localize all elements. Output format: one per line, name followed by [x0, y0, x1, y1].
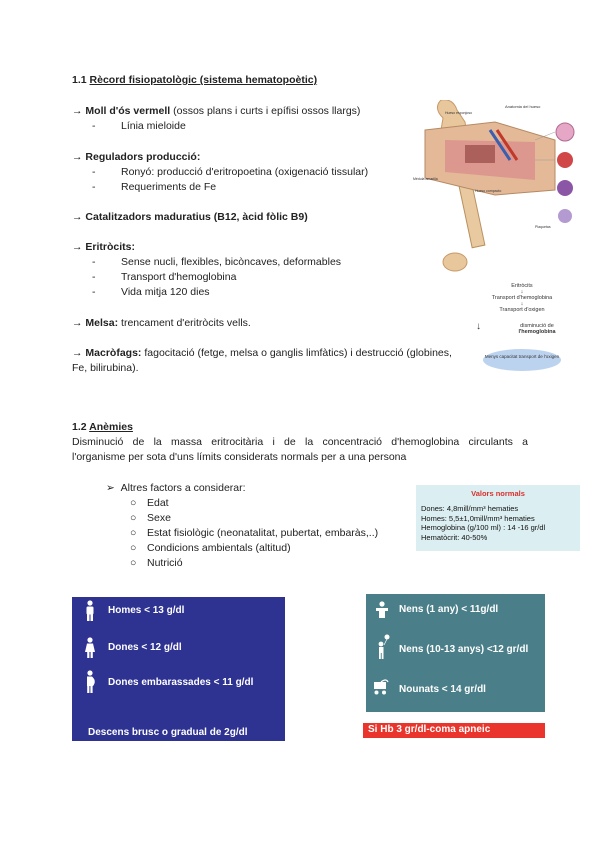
section-2-title: 1.2 Anèmies [72, 421, 133, 433]
adult-thresholds-box [72, 597, 285, 741]
flow-step: Eritròcits [511, 283, 533, 289]
child-thresholds-box [366, 594, 545, 712]
valors-line: Hematòcrit: 40-50% [421, 532, 488, 542]
item-eritrocits: → Eritròcits: [72, 241, 136, 253]
man-icon [84, 600, 96, 622]
valors-title: Valors normals [471, 489, 525, 498]
flow-step: Transport d'hemoglobina [491, 295, 553, 301]
down-arrow-icon: ↓ [520, 289, 524, 295]
threshold-children-10-13: Nens (10-13 anys) <12 gr/dl [399, 644, 529, 655]
item-catalitzadors: → Catalitzadors maduratius (B12, àcid fòlic B9) [72, 211, 308, 223]
item-reguladors: → Reguladors producció: [72, 151, 201, 163]
section-2-para-line1: Disminució de la massa eritrocitària i de la concentració d'hemoglobina circulants a [72, 436, 528, 448]
erythrocyte-flow-diagram [462, 283, 582, 371]
threshold-children-1: Nens (1 any) < 11g/dl [399, 604, 499, 615]
figure-title: Anatomia del hueso [505, 104, 541, 109]
item-melsa: → Melsa: trencament d'eritròcits vells. [72, 317, 251, 329]
valors-line: Hemoglobina (g/100 ml) : 14 -16 gr/dl [421, 523, 546, 532]
threshold-women: Dones < 12 g/dl [108, 642, 182, 653]
bone-illustration [405, 100, 580, 275]
threshold-pregnant: Dones embarassades < 11 g/dl [108, 677, 254, 688]
flow-step: Transport d'oxigen [499, 307, 545, 313]
flow-step: disminució de [520, 323, 554, 329]
factors-title: ➢ Altres factors a considerar: [106, 482, 246, 494]
valors-line: Dones: 4,8mill/mm³ hematies [421, 504, 519, 513]
threshold-men: Homes < 13 g/dl [108, 605, 185, 616]
flow-step: l'hemoglobina [518, 329, 556, 335]
svg-text:Plaquetas: Plaquetas [535, 225, 551, 229]
pregnant-woman-icon [84, 670, 98, 694]
stroller-icon [372, 678, 392, 696]
critical-warning-text: Si Hb 3 gr/dl-coma apneic [368, 724, 491, 735]
svg-text:Médula amarilla: Médula amarilla [413, 177, 438, 181]
child-balloon-icon [376, 634, 390, 660]
down-arrow-icon: ↓ [476, 321, 481, 332]
valors-line: Homes: 5,5±1,0mill/mm³ hematies [421, 513, 535, 523]
section-2-para-line2: l'organisme per sota d'uns límits considerats normals per a una persona [72, 451, 407, 463]
svg-text:Hueso esponjoso: Hueso esponjoso [445, 111, 473, 115]
woman-icon [84, 637, 96, 659]
bone-anatomy-figure [405, 100, 580, 275]
valors-normals-box [416, 485, 580, 551]
item-macrofags: → Macròfags: fagocitació (fetge, melsa o ganglis limfàtics) i destrucció (globines, [72, 347, 452, 359]
baby-icon [375, 601, 389, 619]
section-1-title: 1.1 Rècord fisiopatològic (sistema hematopoètic) [72, 74, 318, 86]
item-moll-os: → Moll d'ós vermell (ossos plans i curts i epífisi ossos llargs) [72, 105, 361, 117]
item-macrofags-cont: Fe, bilirubina). [72, 362, 139, 374]
critical-warning-bar [363, 723, 545, 738]
drop-note: Descens brusc o gradual de 2g/dl [88, 727, 248, 738]
svg-text:Hueso compacto: Hueso compacto [475, 189, 502, 193]
flow-step-oval: Menys capacitat transport de l'oxigen [483, 349, 561, 371]
down-arrow-icon: ↓ [520, 301, 524, 307]
threshold-newborns: Nounats < 14 gr/dl [399, 684, 486, 695]
